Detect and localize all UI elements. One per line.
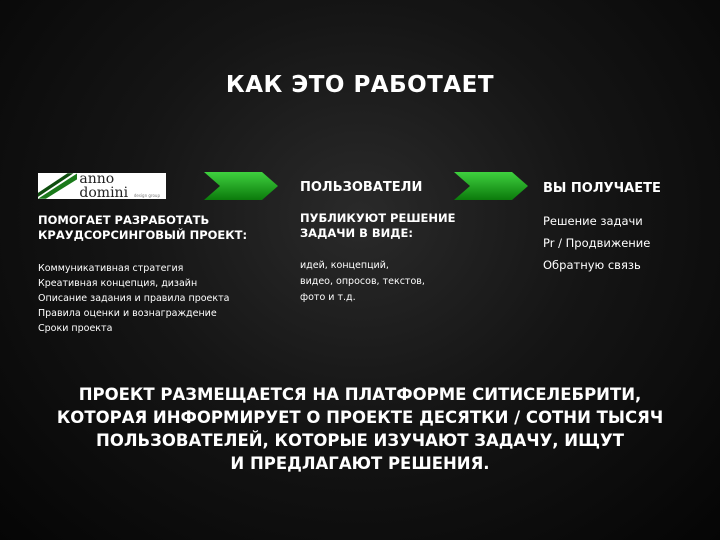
list-item: Решение задачи: [543, 214, 643, 228]
logo-text: anno domini: [79, 173, 129, 199]
statement-line: И ПРЕДЛАГАЮТ РЕШЕНИЯ.: [230, 454, 490, 473]
statement-line: КОТОРАЯ ИНФОРМИРУЕТ О ПРОЕКТЕ ДЕСЯТКИ / СОТНИ ТЫСЯЧ: [56, 408, 664, 427]
col2-heading: [300, 211, 456, 241]
list-item: Обратную связь: [543, 258, 641, 272]
col3-list: [543, 210, 650, 276]
col2-heading-line: ПУБЛИКУЮТ РЕШЕНИЕ: [300, 211, 456, 225]
arrow-right-icon: [454, 172, 528, 200]
col1-heading-line: КРАУДСОРСИНГОВЫЙ ПРОЕКТ:: [38, 228, 248, 242]
list-item: Описание задания и правила проекта: [38, 293, 230, 304]
list-item: Сроки проекта: [38, 323, 113, 334]
logo-mark-icon: [38, 173, 77, 199]
col2-heading-line: ЗАДАЧИ В ВИДЕ:: [300, 226, 413, 240]
statement-line: ПРОЕКТ РАЗМЕЩАЕТСЯ НА ПЛАТФОРМЕ СИТИСЕЛЕБРИТИ,: [78, 385, 642, 404]
col1-list: [38, 261, 229, 336]
list-item: Коммуникативная стратегия: [38, 263, 184, 274]
arrow-right-icon: [204, 172, 278, 200]
statement-line: ПОЛЬЗОВАТЕЛЕЙ, КОТОРЫЕ ИЗУЧАЮТ ЗАДАЧУ, ИЩУТ: [96, 431, 624, 450]
anno-domini-logo: [38, 173, 166, 199]
list-item: Pr / Продвижение: [543, 236, 651, 250]
bottom-statement: [0, 383, 720, 475]
slide-title: КАК ЭТО РАБОТАЕТ: [225, 72, 495, 98]
list-item: Креативная концепция, дизайн: [38, 278, 198, 289]
col1-heading-line: ПОМОГАЕТ РАЗРАБОТАТЬ: [38, 213, 210, 227]
logo-subtitle: design group: [133, 193, 160, 198]
list-item: идей, концепций,: [300, 260, 389, 271]
col2-list: [300, 258, 425, 306]
col2-title: ПОЛЬЗОВАТЕЛИ: [300, 180, 423, 195]
col3-title: ВЫ ПОЛУЧАЕТЕ: [543, 181, 661, 196]
list-item: видео, опросов, текстов,: [300, 276, 425, 287]
col1-heading: [38, 213, 247, 243]
list-item: Правила оценки и вознаграждение: [38, 308, 217, 319]
list-item: фото и т.д.: [300, 292, 356, 303]
